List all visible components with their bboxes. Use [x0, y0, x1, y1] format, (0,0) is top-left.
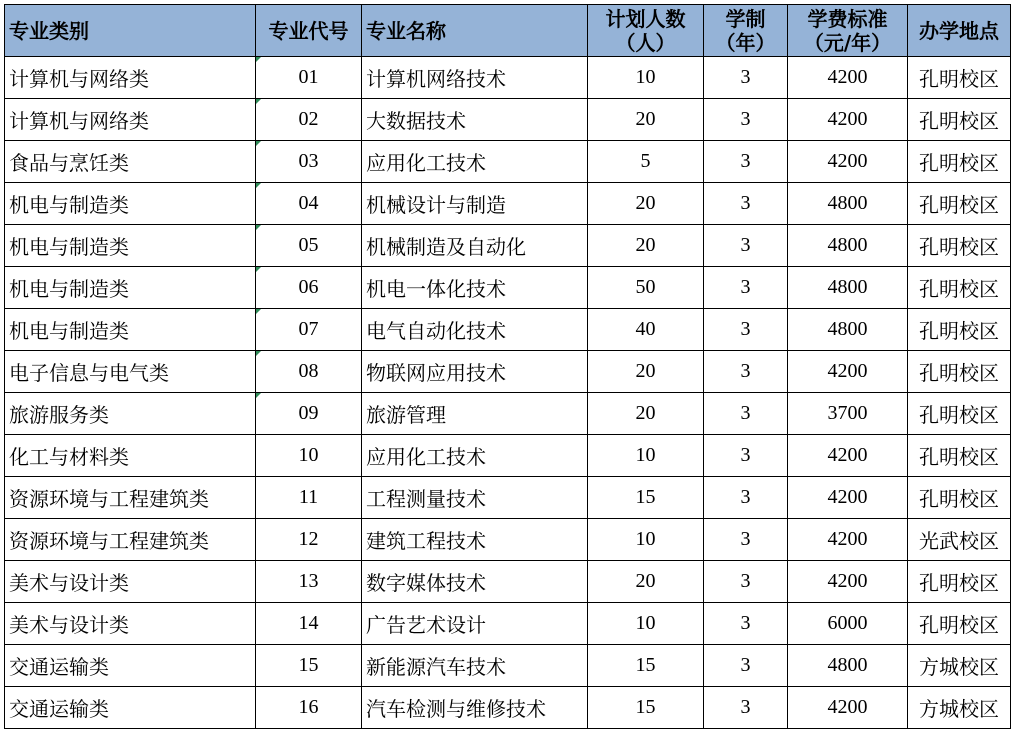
cell-name[interactable]: 计算机网络技术 [362, 57, 588, 99]
cell-plan[interactable]: 20 [588, 393, 704, 435]
table-row [5, 57, 1011, 99]
cell-code[interactable]: 14 [256, 603, 362, 645]
cell-plan[interactable]: 15 [588, 645, 704, 687]
enrollment-table [4, 4, 1011, 729]
cell-name[interactable]: 工程测量技术 [362, 477, 588, 519]
cell-category[interactable]: 计算机与网络类 [5, 99, 256, 141]
cell-years[interactable]: 3 [704, 141, 788, 183]
header-code[interactable] [256, 5, 362, 57]
cell-plan[interactable]: 10 [588, 435, 704, 477]
cell-location[interactable]: 孔明校区 [908, 561, 1011, 603]
table-row [5, 435, 1011, 477]
cell-years[interactable]: 3 [704, 645, 788, 687]
cell-name[interactable]: 机电一体化技术 [362, 267, 588, 309]
cell-name[interactable]: 数字媒体技术 [362, 561, 588, 603]
table-row [5, 141, 1011, 183]
cell-code[interactable]: 15 [256, 645, 362, 687]
header-category[interactable] [5, 5, 256, 57]
cell-plan[interactable]: 15 [588, 687, 704, 729]
cell-years[interactable]: 3 [704, 435, 788, 477]
cell-location[interactable]: 孔明校区 [908, 183, 1011, 225]
cell-fee[interactable]: 4800 [788, 183, 908, 225]
cell-code[interactable]: 11 [256, 477, 362, 519]
cell-plan[interactable]: 15 [588, 477, 704, 519]
header-location[interactable] [908, 5, 1011, 57]
cell-years[interactable]: 3 [704, 603, 788, 645]
header-plan[interactable] [588, 5, 704, 57]
cell-location[interactable]: 孔明校区 [908, 141, 1011, 183]
cell-location[interactable]: 方城校区 [908, 645, 1011, 687]
table-row [5, 477, 1011, 519]
cell-years[interactable]: 3 [704, 519, 788, 561]
table-row [5, 267, 1011, 309]
cell-plan[interactable]: 20 [588, 561, 704, 603]
header-code-label: 专业代号 [268, 18, 349, 43]
cell-name[interactable]: 应用化工技术 [362, 435, 588, 477]
cell-name[interactable]: 机械制造及自动化 [362, 225, 588, 267]
cell-category[interactable]: 机电与制造类 [5, 183, 256, 225]
cell-fee[interactable]: 4200 [788, 561, 908, 603]
header-plan-line2: （人） [615, 30, 676, 55]
table-row [5, 645, 1011, 687]
header-years-line1: 学制 [725, 6, 766, 31]
cell-plan[interactable]: 40 [588, 309, 704, 351]
header-category-label: 专业类别 [9, 18, 89, 43]
cell-location[interactable]: 孔明校区 [908, 225, 1011, 267]
table-row [5, 99, 1011, 141]
cell-code[interactable]: 05 [256, 225, 362, 267]
header-row [5, 5, 1011, 57]
cell-name[interactable]: 应用化工技术 [362, 141, 588, 183]
cell-years[interactable]: 3 [704, 687, 788, 729]
cell-years[interactable]: 3 [704, 351, 788, 393]
cell-plan[interactable]: 20 [588, 99, 704, 141]
cell-years[interactable]: 3 [704, 99, 788, 141]
cell-code[interactable]: 12 [256, 519, 362, 561]
cell-location[interactable]: 孔明校区 [908, 351, 1011, 393]
cell-years[interactable]: 3 [704, 561, 788, 603]
cell-location[interactable]: 孔明校区 [908, 309, 1011, 351]
cell-location[interactable]: 孔明校区 [908, 435, 1011, 477]
table-row [5, 393, 1011, 435]
header-fee-line1: 学费标准 [807, 6, 888, 31]
cell-name[interactable]: 汽车检测与维修技术 [362, 687, 588, 729]
header-name-label: 专业名称 [366, 18, 446, 43]
cell-years[interactable]: 3 [704, 225, 788, 267]
cell-code[interactable]: 16 [256, 687, 362, 729]
cell-name[interactable]: 新能源汽车技术 [362, 645, 588, 687]
header-years-line2: （年） [715, 30, 776, 55]
cell-plan[interactable]: 10 [588, 603, 704, 645]
cell-location[interactable]: 孔明校区 [908, 99, 1011, 141]
cell-location[interactable]: 孔明校区 [908, 267, 1011, 309]
cell-category[interactable]: 交通运输类 [5, 687, 256, 729]
cell-code[interactable]: 06 [256, 267, 362, 309]
cell-category[interactable]: 计算机与网络类 [5, 57, 256, 99]
cell-fee[interactable]: 4800 [788, 645, 908, 687]
cell-code[interactable]: 04 [256, 183, 362, 225]
cell-plan[interactable]: 10 [588, 57, 704, 99]
cell-category[interactable]: 交通运输类 [5, 645, 256, 687]
cell-name[interactable]: 电气自动化技术 [362, 309, 588, 351]
cell-category[interactable]: 资源环境与工程建筑类 [5, 519, 256, 561]
table-row [5, 309, 1011, 351]
cell-plan[interactable]: 20 [588, 351, 704, 393]
table-row [5, 687, 1011, 729]
cell-category[interactable]: 电子信息与电气类 [5, 351, 256, 393]
cell-plan[interactable]: 5 [588, 141, 704, 183]
cell-plan[interactable]: 20 [588, 183, 704, 225]
cell-category[interactable]: 机电与制造类 [5, 267, 256, 309]
cell-category[interactable]: 美术与设计类 [5, 561, 256, 603]
cell-location[interactable]: 孔明校区 [908, 603, 1011, 645]
table-row [5, 519, 1011, 561]
cell-code[interactable]: 01 [256, 57, 362, 99]
cell-category[interactable]: 机电与制造类 [5, 309, 256, 351]
cell-fee[interactable]: 4800 [788, 225, 908, 267]
cell-years[interactable]: 3 [704, 393, 788, 435]
cell-plan[interactable]: 50 [588, 267, 704, 309]
table-header [5, 5, 1011, 57]
cell-plan[interactable]: 10 [588, 519, 704, 561]
cell-name[interactable]: 旅游管理 [362, 393, 588, 435]
cell-code[interactable]: 03 [256, 141, 362, 183]
header-name[interactable] [362, 5, 588, 57]
cell-name[interactable]: 物联网应用技术 [362, 351, 588, 393]
table-row [5, 603, 1011, 645]
cell-years[interactable]: 3 [704, 477, 788, 519]
cell-name[interactable]: 广告艺术设计 [362, 603, 588, 645]
table-body [5, 57, 1011, 729]
cell-category[interactable]: 美术与设计类 [5, 603, 256, 645]
cell-name[interactable]: 大数据技术 [362, 99, 588, 141]
table-row [5, 561, 1011, 603]
header-location-label: 办学地点 [919, 18, 999, 43]
cell-code[interactable]: 09 [256, 393, 362, 435]
cell-location[interactable]: 方城校区 [908, 687, 1011, 729]
cell-fee[interactable]: 4200 [788, 351, 908, 393]
cell-category[interactable]: 资源环境与工程建筑类 [5, 477, 256, 519]
cell-code[interactable]: 08 [256, 351, 362, 393]
cell-location[interactable]: 光武校区 [908, 519, 1011, 561]
cell-location[interactable]: 孔明校区 [908, 57, 1011, 99]
cell-fee[interactable]: 4800 [788, 267, 908, 309]
cell-category[interactable]: 机电与制造类 [5, 225, 256, 267]
cell-fee[interactable]: 4200 [788, 435, 908, 477]
cell-plan[interactable]: 20 [588, 225, 704, 267]
cell-fee[interactable]: 4200 [788, 141, 908, 183]
cell-category[interactable]: 化工与材料类 [5, 435, 256, 477]
cell-fee[interactable]: 3700 [788, 393, 908, 435]
cell-name[interactable]: 机械设计与制造 [362, 183, 588, 225]
header-plan-line1: 计划人数 [605, 6, 686, 31]
cell-code[interactable]: 10 [256, 435, 362, 477]
cell-category[interactable]: 旅游服务类 [5, 393, 256, 435]
cell-code[interactable]: 02 [256, 99, 362, 141]
cell-location[interactable]: 孔明校区 [908, 393, 1011, 435]
cell-years[interactable]: 3 [704, 183, 788, 225]
cell-category[interactable]: 食品与烹饪类 [5, 141, 256, 183]
table-row [5, 351, 1011, 393]
header-fee-line2: （元/年） [803, 30, 892, 55]
cell-code[interactable]: 07 [256, 309, 362, 351]
cell-fee[interactable]: 4200 [788, 57, 908, 99]
cell-fee[interactable]: 4200 [788, 687, 908, 729]
cell-years[interactable]: 3 [704, 57, 788, 99]
table-row [5, 225, 1011, 267]
cell-fee[interactable]: 4200 [788, 519, 908, 561]
cell-location[interactable]: 孔明校区 [908, 477, 1011, 519]
cell-fee[interactable]: 6000 [788, 603, 908, 645]
header-years[interactable] [704, 5, 788, 57]
table-row [5, 183, 1011, 225]
cell-fee[interactable]: 4200 [788, 99, 908, 141]
cell-fee[interactable]: 4200 [788, 477, 908, 519]
header-fee[interactable] [788, 5, 908, 57]
cell-code[interactable]: 13 [256, 561, 362, 603]
cell-fee[interactable]: 4800 [788, 309, 908, 351]
cell-name[interactable]: 建筑工程技术 [362, 519, 588, 561]
cell-years[interactable]: 3 [704, 309, 788, 351]
cell-years[interactable]: 3 [704, 267, 788, 309]
